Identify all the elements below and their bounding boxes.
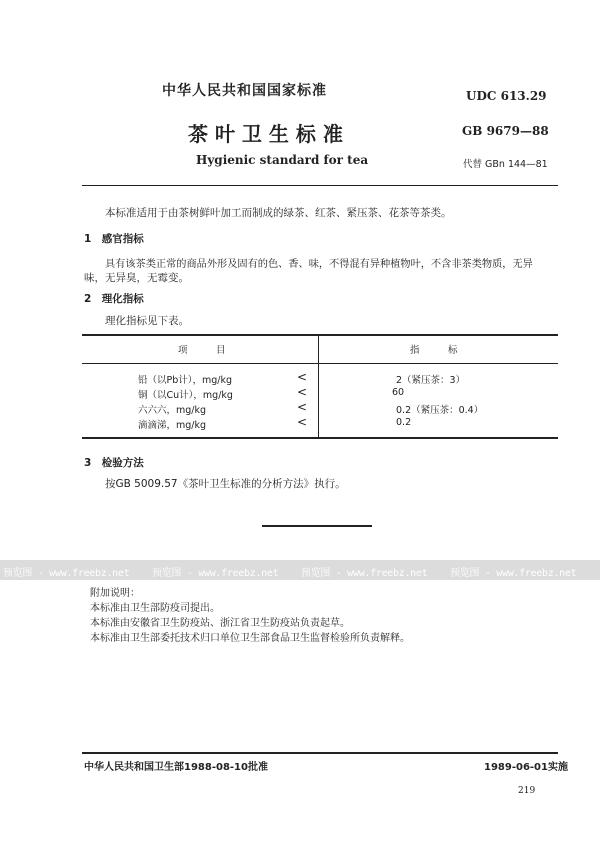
watermark-text: 预览图 - www.freebz.net (301, 568, 428, 579)
row-operator: < (297, 415, 308, 429)
section-1-text-cont: 味，无异臭，无霉变。 (84, 272, 189, 284)
issuing-org: 中华人民共和国国家标准 (162, 83, 327, 99)
watermark-text: 预览图 - www.freebz.net (3, 568, 130, 579)
section-3-text: 按GB 5009.57《茶叶卫生标准的分析方法》执行。 (105, 478, 346, 490)
section-3-heading: 3 检验方法 (84, 457, 144, 469)
watermark-text: 预览图 - www.freebz.net (450, 568, 577, 579)
notes-title: 附加说明： (90, 588, 140, 599)
row-operator: < (297, 370, 308, 384)
table-header-value: 指 标 (410, 345, 458, 356)
section-2-heading: 2 理化指标 (84, 293, 144, 305)
note-line: 本标准由安徽省卫生防疫站、浙江省卫生防疫站负责起草。 (90, 618, 350, 629)
section-1-heading: 1 感官指标 (84, 233, 144, 245)
row-item: 铅（以Pb计），mg/kg (138, 375, 233, 386)
doc-title: 茶 叶 卫 生 标 准 (188, 122, 343, 146)
row-item: 六六六，mg/kg (138, 405, 207, 416)
row-value: 0.2（紧压茶：0.4） (396, 405, 484, 416)
page-number: 219 (518, 786, 536, 796)
standard-code: GB 9679—88 (462, 124, 549, 138)
approval-date: 中华人民共和国卫生部1988-08-10批准 (84, 762, 268, 773)
doc-title-en: Hygienic standard for tea (196, 153, 369, 167)
udc-code: UDC 613.29 (466, 89, 547, 103)
watermark-band (0, 560, 600, 580)
row-value: 60 (392, 387, 405, 398)
row-operator: < (297, 400, 308, 414)
row-item: 滴滴涕，mg/kg (138, 420, 207, 431)
row-operator: < (297, 385, 308, 399)
row-value: 2（紧压茶：3） (396, 375, 466, 386)
note-line: 本标准由卫生部防疫司提出。 (90, 603, 220, 614)
replaces-code: 代替 GBn 144—81 (463, 159, 548, 170)
row-value: 0.2 (396, 417, 412, 428)
note-line: 本标准由卫生部委托技术归口单位卫生部食品卫生监督检验所负责解释。 (90, 633, 410, 644)
effective-date: 1989-06-01实施 (484, 762, 568, 773)
watermark-text: 预览图 - www.freebz.net (152, 568, 279, 579)
section-1-text: 具有该茶类正常的商品外形及固有的色、香、味，不得混有异种植物叶，不含非茶类物质，无异 (105, 259, 533, 270)
section-2-text: 理化指标见下表。 (105, 315, 189, 327)
table-header-item: 项 目 (178, 345, 226, 356)
row-item: 铜（以Cu计），mg/kg (138, 390, 233, 401)
scope-text: 本标准适用于由茶树鲜叶加工而制成的绿茶、红茶、紧压茶、花茶等茶类。 (105, 207, 452, 219)
